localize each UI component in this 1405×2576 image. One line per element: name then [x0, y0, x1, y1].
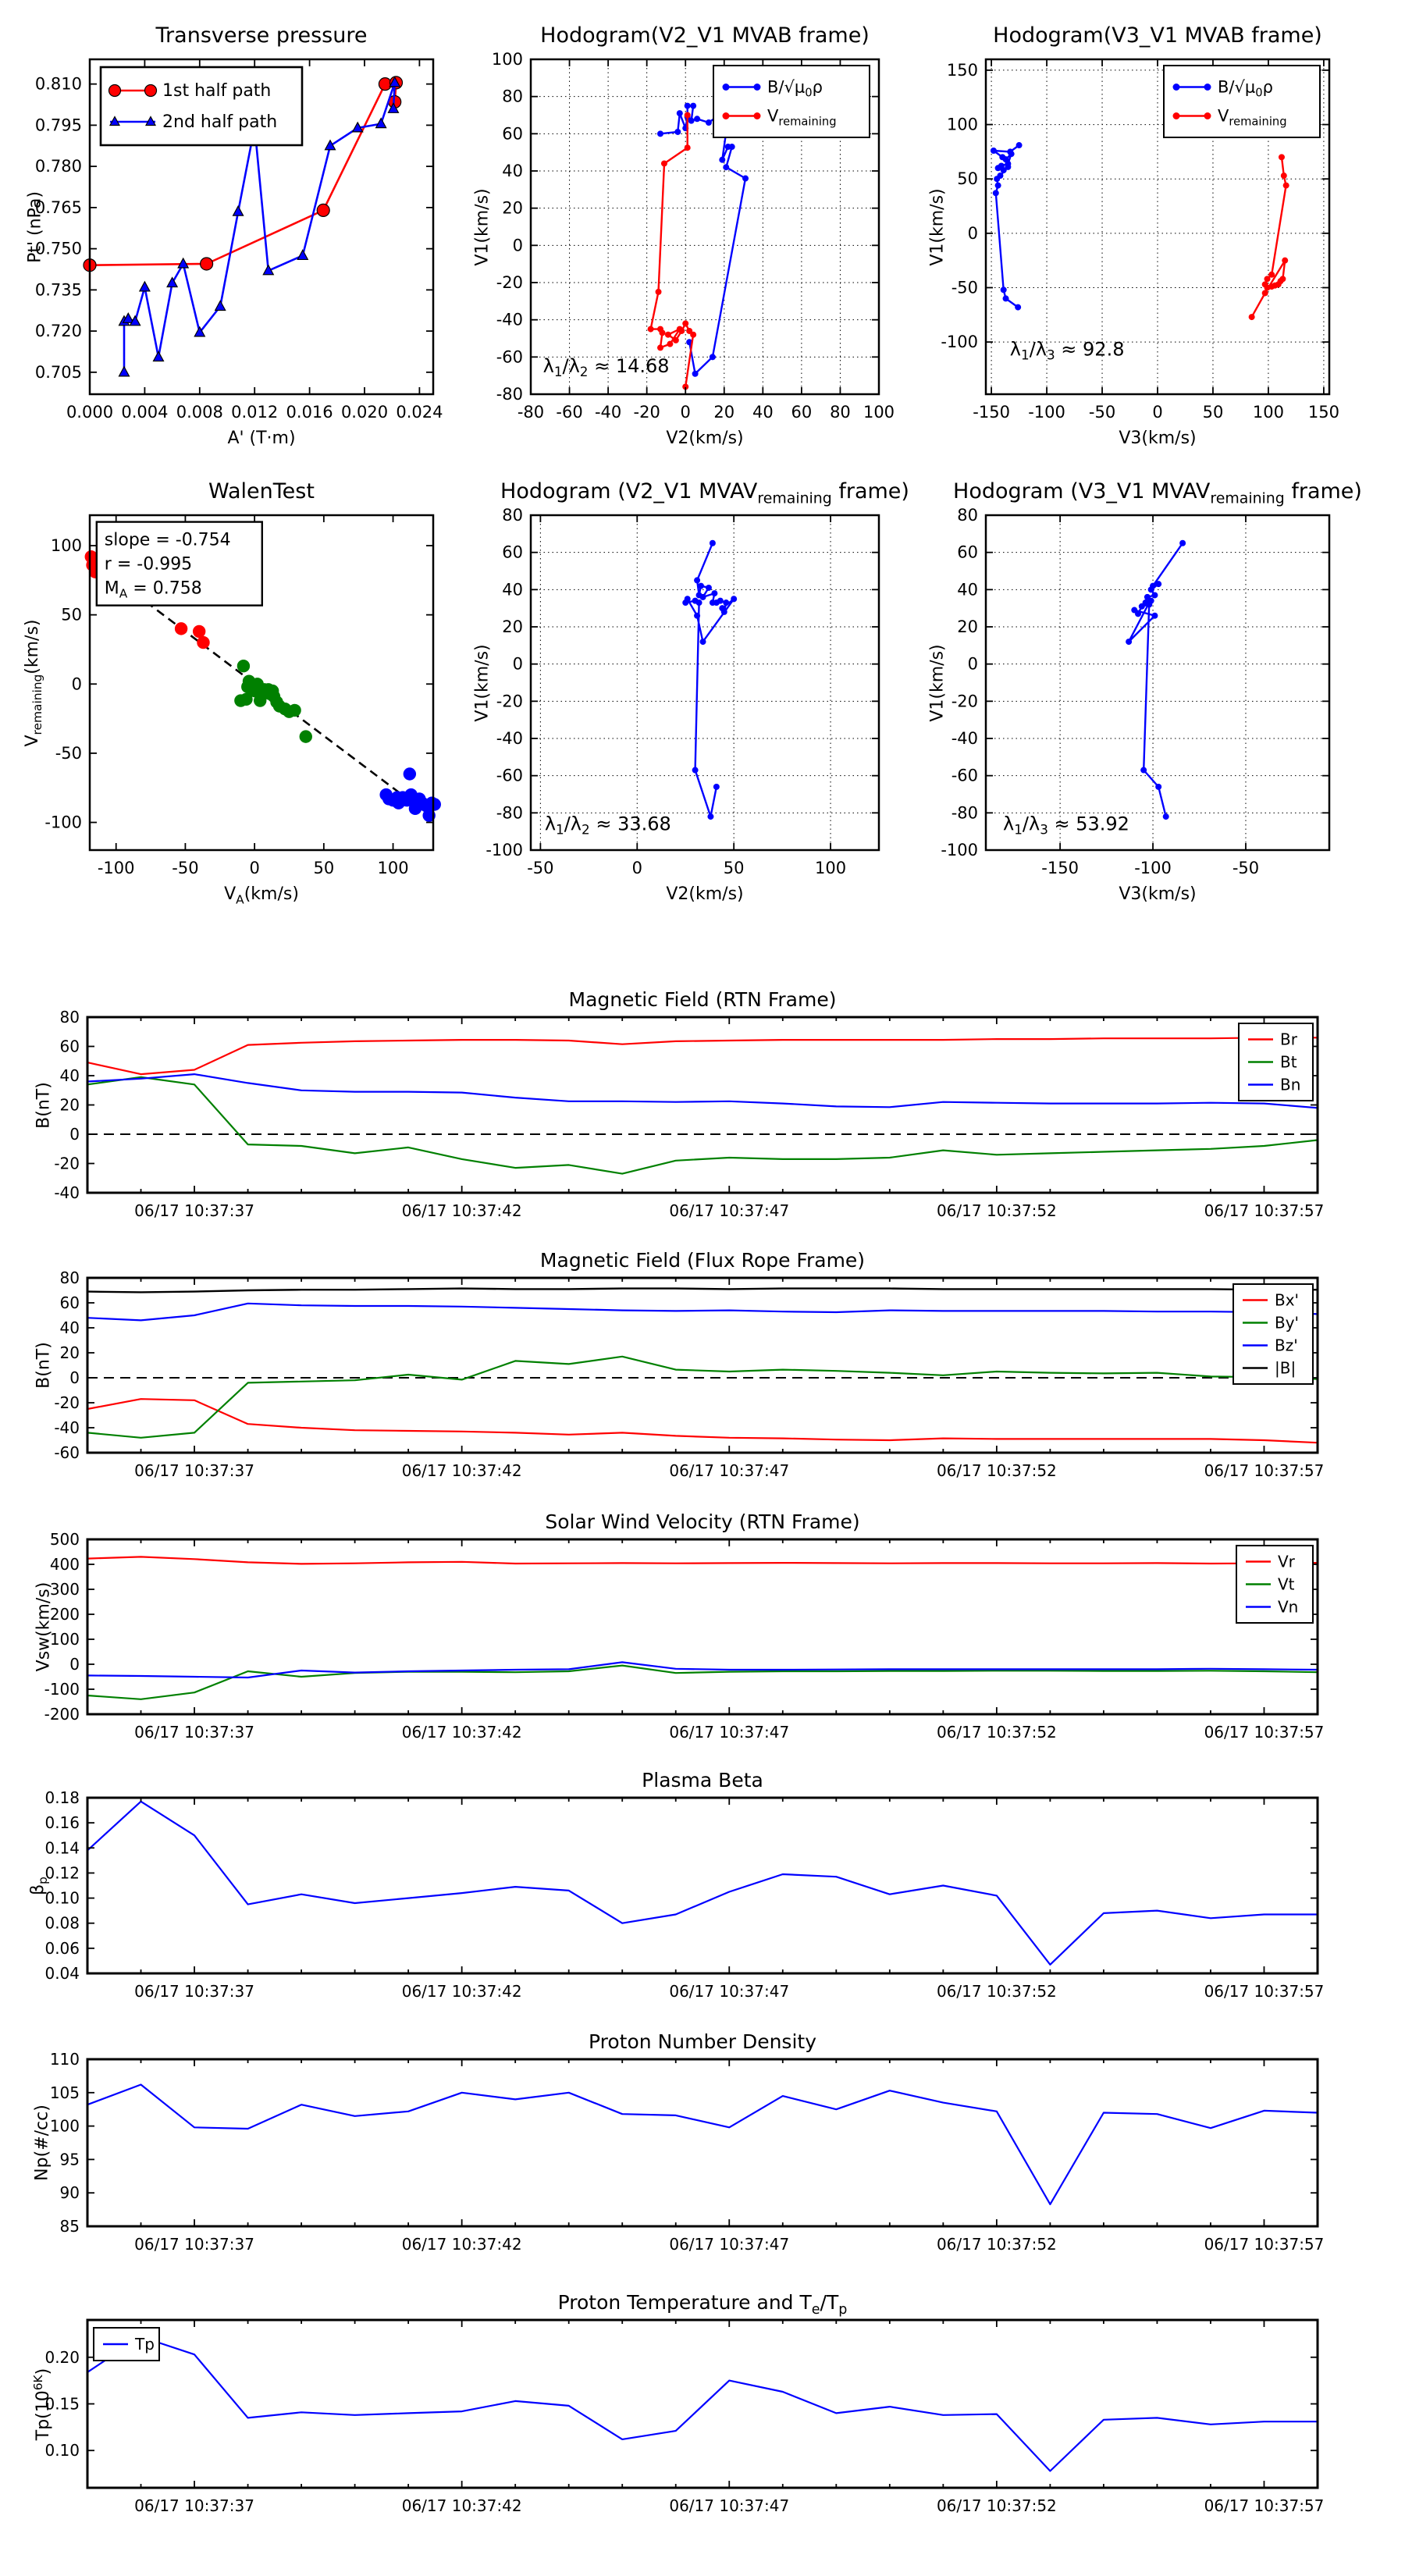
- panel-title: Solar Wind Velocity (RTN Frame): [545, 1510, 860, 1533]
- y-tick-label: -60: [496, 347, 523, 367]
- y-tick-label: 0: [69, 1368, 80, 1387]
- plot-canvas: [941, 59, 1339, 422]
- panel-magnetic-field-rtn: [34, 988, 1325, 1220]
- legend-label: Bt: [1280, 1052, 1297, 1072]
- y-tick-label: 60: [502, 124, 523, 144]
- y-tick-label: -100: [941, 333, 978, 352]
- legend: [1164, 66, 1320, 137]
- x-tick-label: 06/17 10:37:52: [936, 1982, 1057, 2001]
- y-tick-label: -60: [496, 766, 523, 785]
- x-axis-label: V2(km/s): [666, 884, 744, 904]
- y-tick-label: 500: [49, 1530, 80, 1549]
- y-tick-label: 40: [59, 1066, 80, 1085]
- series-tp: [87, 2337, 1318, 2471]
- x-tick-label: 06/17 10:37:57: [1204, 2235, 1325, 2254]
- series-np: [87, 2085, 1318, 2204]
- plot-canvas: [49, 2050, 1325, 2254]
- y-tick-label: 60: [502, 543, 523, 562]
- annotation-text: $\lambda_1/\lambda_2 \approx 33.68$: [544, 813, 671, 838]
- tick-marks: [87, 1798, 1318, 1973]
- panel-title: Hodogram (V3_V1 $MVAV_{remaining}$ frame): [953, 479, 1362, 507]
- y-tick-label: 60: [59, 1037, 80, 1056]
- plot-canvas: [486, 506, 879, 877]
- y-tick-label: 0: [967, 223, 978, 243]
- y-tick-label: 80: [502, 87, 523, 106]
- y-tick-label: 80: [59, 1008, 80, 1026]
- x-tick-label: 06/17 10:37:37: [134, 1201, 254, 1220]
- series-b-sqrt-mu0-rho-: [991, 142, 1023, 311]
- y-tick-label: 0.14: [44, 1838, 80, 1858]
- x-tick-label: 100: [863, 403, 895, 422]
- x-tick-label: 06/17 10:37:42: [401, 1201, 522, 1220]
- panel-walen-test: [22, 479, 433, 907]
- y-tick-label: 80: [502, 506, 523, 525]
- series-v-path: [1126, 540, 1186, 820]
- series-v-path: [682, 540, 737, 820]
- x-tick-label: 0.004: [121, 403, 169, 422]
- y-tick-label: 50: [61, 605, 82, 624]
- x-tick-label: -50: [527, 859, 554, 877]
- y-axis-label: $\beta_p$: [27, 1876, 51, 1895]
- x-tick-label: 06/17 10:37:47: [669, 2496, 790, 2515]
- legend-label: |B|: [1275, 1358, 1297, 1378]
- axes-box: [986, 515, 1329, 850]
- x-tick-label: -150: [973, 403, 1010, 422]
- x-tick-label: -40: [594, 403, 622, 422]
- y-tick-label: 20: [59, 1343, 80, 1362]
- panel-title: Hodogram(V3_V1 MVAB frame): [993, 23, 1322, 48]
- legend-label: Bx': [1275, 1290, 1300, 1310]
- y-tick-label: 0.810: [34, 74, 82, 94]
- axes-box: [87, 2320, 1318, 2488]
- y-tick-label: 0.705: [34, 362, 82, 382]
- tick-marks: [87, 2320, 1318, 2488]
- panel-hodogram-v2v1-mvab: [472, 23, 895, 448]
- y-tick-label: 0.04: [44, 1964, 80, 1983]
- y-tick-label: -100: [44, 813, 82, 832]
- x-axis-label: V3(km/s): [1119, 884, 1197, 904]
- x-tick-label: 0.016: [286, 403, 333, 422]
- y-tick-label: 100: [50, 536, 82, 555]
- legend-label: Bn: [1280, 1075, 1301, 1094]
- x-tick-label: 0.012: [231, 403, 279, 422]
- y-axis-label: Vsw(km/s): [34, 1582, 54, 1672]
- x-tick-label: 0.008: [176, 403, 223, 422]
- legend-label: By': [1275, 1313, 1300, 1332]
- x-tick-label: 0.000: [66, 403, 114, 422]
- panel-title: Plasma Beta: [642, 1769, 763, 1791]
- x-tick-label: -50: [172, 859, 199, 877]
- tick-marks: [87, 2059, 1318, 2226]
- y-tick-label: 85: [59, 2217, 80, 2236]
- series-bt: [87, 1077, 1318, 1174]
- x-axis-label: V2(km/s): [666, 429, 744, 448]
- y-tick-label: -80: [951, 803, 978, 823]
- y-tick-label: 105: [49, 2083, 80, 2102]
- x-tick-label: -100: [1028, 403, 1065, 422]
- y-tick-label: 0.20: [44, 2347, 80, 2367]
- y-tick-label: 40: [502, 162, 523, 180]
- legend: [1239, 1023, 1313, 1101]
- series-vt: [87, 1666, 1318, 1699]
- x-tick-label: 06/17 10:37:37: [134, 2235, 254, 2254]
- legend-label: $B/√\mu_0\rho$: [1218, 77, 1273, 100]
- y-axis-label: V1(km/s): [472, 187, 493, 266]
- x-tick-label: 06/17 10:37:47: [669, 1201, 790, 1220]
- panel-hodogram-v2v1-mvav: [472, 479, 909, 904]
- y-tick-label: -80: [496, 803, 523, 823]
- panel-title: Hodogram(V2_V1 MVAB frame): [540, 23, 870, 48]
- x-tick-label: 0: [1152, 403, 1163, 422]
- tick-marks: [986, 515, 1329, 850]
- x-tick-label: 20: [713, 403, 735, 422]
- panel-transverse-pressure: [25, 23, 443, 448]
- y-tick-label: -60: [54, 1443, 80, 1462]
- y-axis-label: Pt' (nPa): [25, 190, 45, 263]
- x-tick-label: 06/17 10:37:52: [936, 2496, 1057, 2515]
- series-br: [87, 1037, 1318, 1074]
- x-tick-label: 06/17 10:37:57: [1204, 1982, 1325, 2001]
- y-tick-label: 150: [946, 60, 978, 80]
- y-tick-label: 0.12: [44, 1863, 80, 1883]
- x-tick-label: 06/17 10:37:52: [936, 2235, 1057, 2254]
- x-tick-label: 06/17 10:37:42: [401, 2235, 522, 2254]
- panel-title: Magnetic Field (Flux Rope Frame): [539, 1249, 866, 1272]
- legend-label: Vt: [1278, 1574, 1295, 1594]
- y-tick-label: 110: [49, 2050, 80, 2069]
- x-tick-label: 06/17 10:37:37: [134, 1723, 254, 1742]
- legend: [101, 67, 302, 145]
- x-tick-label: 06/17 10:37:57: [1204, 1723, 1325, 1742]
- axes-box: [87, 1798, 1318, 1973]
- y-tick-label: 40: [957, 580, 978, 600]
- panel-magnetic-field-flux-rope: [34, 1249, 1325, 1480]
- panel-title: Proton Number Density: [589, 2030, 816, 2053]
- y-tick-label: 300: [49, 1580, 80, 1599]
- y-tick-label: 100: [49, 2116, 80, 2136]
- x-tick-label: 0: [680, 403, 691, 422]
- y-tick-label: 0: [512, 236, 523, 255]
- plot-canvas: [44, 2320, 1325, 2515]
- annotation-text: $\lambda_1/\lambda_3 \approx 53.92$: [1003, 813, 1129, 838]
- y-tick-label: 0: [69, 1655, 80, 1674]
- x-tick-label: 06/17 10:37:37: [134, 1461, 254, 1480]
- y-tick-label: -100: [44, 1680, 80, 1699]
- plot-canvas: [54, 1008, 1325, 1220]
- y-tick-label: 0: [512, 654, 523, 674]
- panel-hodogram-v3v1-mvab: [927, 23, 1339, 448]
- y-tick-label: 0.08: [44, 1913, 80, 1933]
- y-tick-label: -200: [44, 1705, 80, 1724]
- axes-box: [87, 1539, 1318, 1714]
- tick-marks: [87, 1539, 1318, 1714]
- y-tick-label: -20: [496, 692, 523, 711]
- x-tick-label: 0.024: [396, 403, 443, 422]
- y-tick-label: 40: [502, 580, 523, 600]
- legend-label: Bz': [1275, 1336, 1298, 1355]
- y-tick-label: 20: [59, 1095, 80, 1115]
- y-axis-label: B(nT): [34, 1081, 54, 1129]
- panel-title: Magnetic Field (RTN Frame): [568, 988, 837, 1011]
- x-tick-label: -50: [1088, 403, 1116, 422]
- y-tick-label: 80: [59, 1268, 80, 1287]
- y-axis-label: V1(km/s): [472, 643, 493, 722]
- x-axis-label: $V_A(km/s)$: [224, 884, 299, 907]
- x-tick-label: 06/17 10:37:42: [401, 1982, 522, 2001]
- plot-canvas: [491, 50, 895, 422]
- y-tick-label: 0.10: [44, 2441, 80, 2460]
- x-tick-label: 150: [1307, 403, 1339, 422]
- x-tick-label: 50: [1202, 403, 1224, 422]
- y-tick-label: -100: [941, 841, 978, 859]
- x-tick-label: -60: [556, 403, 583, 422]
- x-tick-label: 06/17 10:37:42: [401, 1723, 522, 1742]
- x-tick-label: 0.020: [340, 403, 389, 422]
- legend: [1236, 1546, 1313, 1623]
- y-tick-label: -50: [951, 278, 978, 297]
- y-tick-label: -20: [54, 1154, 80, 1173]
- y-tick-label: 0.720: [34, 322, 82, 341]
- y-tick-label: -80: [496, 385, 523, 404]
- y-tick-label: 0.750: [34, 239, 82, 258]
- plot-canvas: [44, 515, 433, 877]
- x-tick-label: 06/17 10:37:47: [669, 2235, 790, 2254]
- y-tick-label: 60: [59, 1293, 80, 1312]
- x-tick-label: -80: [517, 403, 545, 422]
- y-tick-label: -40: [496, 729, 523, 748]
- y-tick-label: 50: [957, 169, 978, 189]
- legend-label: Vr: [1278, 1552, 1295, 1571]
- y-axis-label: $V_{remaining}(km/s)$: [22, 619, 45, 746]
- x-tick-label: 50: [313, 859, 335, 877]
- y-tick-label: 0.735: [34, 280, 82, 300]
- legend-label: Br: [1280, 1030, 1297, 1049]
- y-axis-label: $Tp(10^{6K})$: [30, 2368, 54, 2440]
- legend-label: 1st half path: [162, 81, 272, 101]
- x-tick-label: -50: [1232, 859, 1260, 877]
- y-tick-label: 0.06: [44, 1938, 80, 1958]
- y-tick-label: 100: [49, 1630, 80, 1649]
- x-tick-label: 40: [752, 403, 774, 422]
- x-tick-label: 100: [815, 859, 847, 877]
- y-tick-label: 40: [59, 1318, 80, 1337]
- panel-title: Transverse pressure: [155, 23, 368, 48]
- series--b-: [87, 1289, 1318, 1293]
- x-tick-label: 06/17 10:37:47: [669, 1982, 790, 2001]
- panel-solar-wind-velocity: [34, 1510, 1325, 1742]
- x-tick-label: 06/17 10:37:52: [936, 1201, 1057, 1220]
- y-tick-label: 0.18: [44, 1788, 80, 1807]
- plot-canvas: [941, 506, 1329, 877]
- annotation-text: $\lambda_1/\lambda_2 \approx 14.68$: [542, 355, 670, 380]
- series-v-remaining: [648, 112, 697, 390]
- y-tick-label: 100: [491, 50, 523, 69]
- y-tick-label: -50: [55, 743, 82, 763]
- panel-hodogram-v3v1-mvav: [927, 479, 1362, 904]
- y-tick-label: -40: [54, 1418, 80, 1437]
- series-last-interval: [379, 767, 440, 822]
- y-tick-label: -20: [54, 1393, 80, 1412]
- y-tick-label: -60: [951, 766, 978, 785]
- stats-line: r = -0.995: [104, 554, 193, 575]
- panel-proton-density: [32, 2030, 1325, 2254]
- y-tick-label: 95: [59, 2150, 80, 2169]
- x-tick-label: 06/17 10:37:42: [401, 1461, 522, 1480]
- x-tick-label: 06/17 10:37:52: [936, 1461, 1057, 1480]
- x-axis-label: V3(km/s): [1119, 429, 1197, 448]
- x-tick-label: -100: [1134, 859, 1172, 877]
- panel-plasma-beta: [27, 1769, 1325, 2001]
- x-tick-label: 60: [791, 403, 813, 422]
- series-beta-p: [87, 1802, 1318, 1965]
- x-tick-label: 06/17 10:37:57: [1204, 1461, 1325, 1480]
- x-tick-label: 06/17 10:37:57: [1204, 2496, 1325, 2515]
- y-tick-label: 0: [967, 654, 978, 674]
- x-tick-label: 06/17 10:37:47: [669, 1723, 790, 1742]
- x-tick-label: -100: [97, 859, 135, 877]
- stats-line: $M_A = 0.758$: [104, 578, 202, 601]
- x-tick-label: -150: [1041, 859, 1079, 877]
- legend-label: 2nd half path: [162, 112, 278, 132]
- x-tick-label: -20: [633, 403, 660, 422]
- legend: [713, 66, 870, 137]
- legend: [94, 2328, 159, 2361]
- x-axis-label: A' (T·m): [227, 429, 296, 448]
- y-tick-label: 0: [71, 674, 82, 694]
- series-vr: [87, 1557, 1318, 1564]
- y-tick-label: 0.780: [34, 157, 82, 176]
- x-tick-label: 0: [249, 859, 260, 877]
- y-tick-label: 0.10: [44, 1888, 80, 1908]
- y-tick-label: 20: [502, 617, 523, 636]
- x-tick-label: 06/17 10:37:37: [134, 1982, 254, 2001]
- y-tick-label: 0.15: [44, 2394, 80, 2414]
- x-tick-label: 80: [830, 403, 851, 422]
- y-tick-label: 20: [957, 617, 978, 636]
- y-tick-label: -40: [496, 310, 523, 329]
- x-tick-label: 06/17 10:37:42: [401, 2496, 522, 2515]
- x-tick-label: 06/17 10:37:47: [669, 1461, 790, 1480]
- y-tick-label: 100: [946, 115, 978, 134]
- y-tick-label: 80: [957, 506, 978, 525]
- x-tick-label: 06/17 10:37:52: [936, 1723, 1057, 1742]
- y-tick-label: 0: [69, 1125, 80, 1144]
- axes-box: [87, 2059, 1318, 2226]
- y-tick-label: 0.765: [34, 197, 82, 217]
- y-tick-label: 400: [49, 1555, 80, 1574]
- x-tick-label: 06/17 10:37:37: [134, 2496, 254, 2515]
- y-tick-label: -40: [951, 729, 978, 748]
- x-tick-label: 0: [631, 859, 642, 877]
- stats-box: [97, 522, 262, 606]
- legend: [1233, 1284, 1313, 1384]
- annotation-text: $\lambda_1/\lambda_3 \approx 92.8$: [1009, 338, 1125, 363]
- series-bz-: [87, 1304, 1318, 1321]
- y-tick-label: 200: [49, 1605, 80, 1624]
- panel-title: WalenTest: [208, 479, 315, 503]
- y-axis-label: V1(km/s): [927, 643, 948, 722]
- y-tick-label: 0.16: [44, 1813, 80, 1833]
- panel-title: Proton Temperature and $T_e/T_p$: [557, 2291, 848, 2318]
- y-axis-label: V1(km/s): [927, 187, 948, 266]
- x-tick-label: 100: [377, 859, 409, 877]
- series-bn: [87, 1074, 1318, 1108]
- panel-title: Hodogram (V2_V1 $MVAV_{remaining}$ frame): [500, 479, 909, 507]
- stats-line: slope = -0.754: [104, 530, 231, 550]
- plot-canvas: [44, 1788, 1325, 2001]
- panel-proton-temperature: [30, 2291, 1325, 2515]
- y-tick-label: -20: [951, 692, 978, 711]
- series-bx-: [87, 1399, 1318, 1443]
- x-tick-label: 50: [723, 859, 745, 877]
- legend-label: Vn: [1278, 1597, 1299, 1617]
- y-axis-label: B(nT): [34, 1342, 54, 1389]
- y-tick-label: 90: [59, 2183, 80, 2203]
- legend-label: $V_{remaining}$: [1218, 106, 1287, 129]
- y-tick-label: 20: [502, 198, 523, 218]
- y-axis-label: Np(#/cc): [32, 2105, 52, 2181]
- legend-label: Tp: [135, 2335, 155, 2354]
- y-tick-label: 0.795: [34, 116, 82, 135]
- x-tick-label: 100: [1252, 403, 1284, 422]
- legend-label: $B/√\mu_0\rho$: [767, 77, 823, 100]
- legend-label: $V_{remaining}$: [767, 106, 837, 129]
- y-tick-label: 60: [957, 543, 978, 562]
- series-vn: [87, 1662, 1318, 1678]
- y-tick-label: -20: [496, 273, 523, 292]
- grid-lines: [986, 515, 1329, 850]
- y-tick-label: -100: [486, 841, 523, 859]
- y-tick-label: -40: [54, 1183, 80, 1202]
- x-tick-label: 06/17 10:37:57: [1204, 1201, 1325, 1220]
- plot-canvas: [54, 1268, 1325, 1480]
